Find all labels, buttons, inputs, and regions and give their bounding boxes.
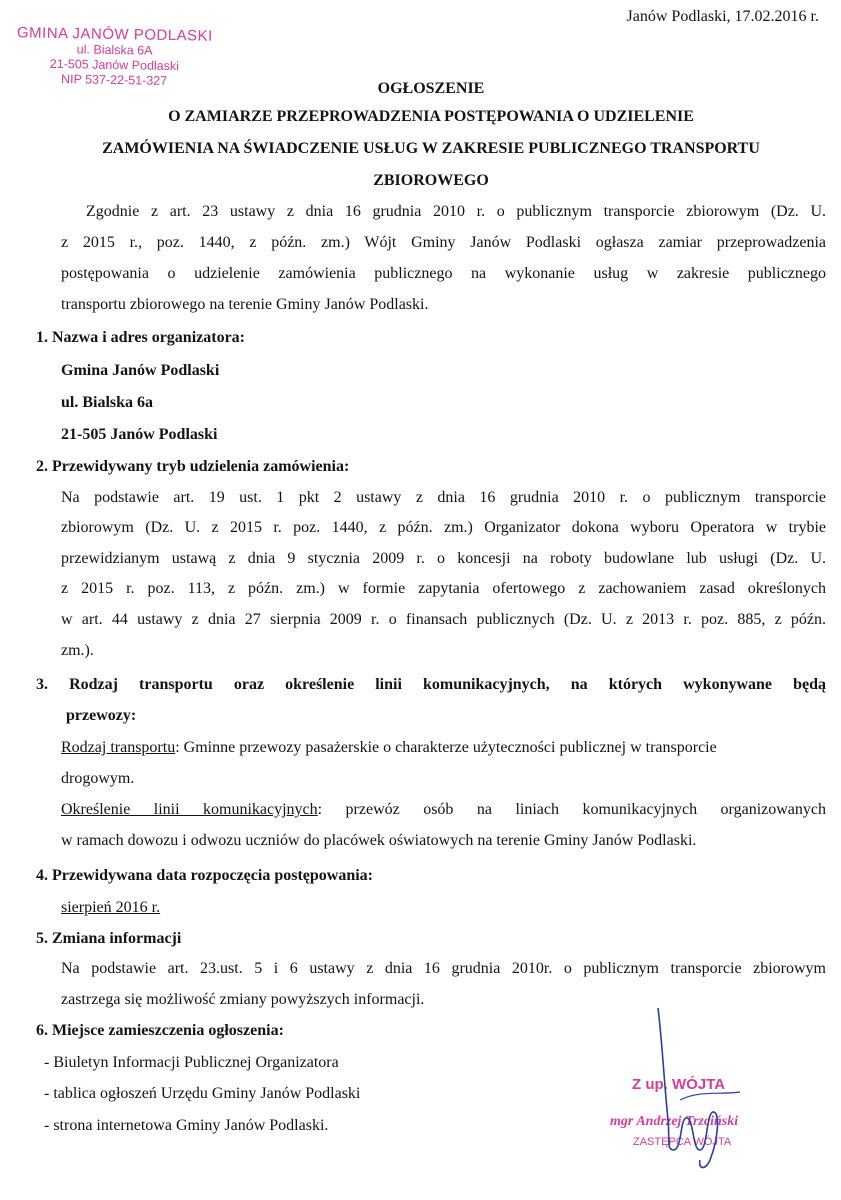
section-3-heading-line-2: przewozy: <box>66 707 137 724</box>
change-info-line-2: zastrzega się możliwość zmiany powyższych informacji. <box>61 991 425 1008</box>
procedure-line-2: zbiorowym (Dz. U. z 2015 r. poz. 1440, z późn. zm.) Organizator dokona wyboru Operatora w trybie <box>61 519 826 536</box>
section-1-heading: 1. Nazwa i adres organizatora: <box>36 329 245 346</box>
lines-definition-line-2: w ramach dowozu i odwozu uczniów do placówek oświatowych na terenie Gminy Janów Podlaski. <box>61 832 697 849</box>
organizer-street: ul. Bialska 6a <box>61 394 154 411</box>
section-6-heading: 6. Miejsce zamieszczenia ogłoszenia: <box>36 1022 284 1039</box>
publication-item: - Biuletyn Informacji Publicznej Organizatora <box>44 1054 339 1071</box>
stamp-line-1: GMINA JANÓW PODLASKI <box>16 24 213 45</box>
section-4-heading: 4. Przewidywana data rozpoczęcia postępowania: <box>36 867 373 884</box>
title-line-3: ZAMÓWIENIA NA ŚWIADCZENIE USŁUG W ZAKRESIE PUBLICZNEGO TRANSPORTU <box>102 140 760 157</box>
stamp-line-4: NIP 537-22-51-327 <box>60 72 168 88</box>
section-3-heading-line-1: 3. Rodzaj transportu oraz określenie linii komunikacyjnych, na których wykonywane będą <box>36 676 826 693</box>
section-2-heading: 2. Przewidywany tryb udzielenia zamówienia: <box>36 458 350 475</box>
procedure-line-1: Na podstawie art. 19 ust. 1 pkt 2 ustawy z dnia 16 grudnia 2010 r. o publicznym transporcie <box>61 489 826 506</box>
procedure-line-5: w art. 44 ustawy z dnia 27 sierpnia 2009 r. o finansach publicznych (Dz. U. z 2013 r. poz. 885, z późn. <box>61 611 826 628</box>
procedure-line-3: przewidzianym ustawą z dnia 9 stycznia 2009 r. o koncesji na roboty budowlane lub usługi (Dz. U. <box>61 550 826 567</box>
document-date: Janów Podlaski, 17.02.2016 r. <box>626 8 819 25</box>
stamp-line-2: ul. Bialska 6A <box>76 42 153 58</box>
signature-stamp-line-3: ZASTĘPCA WÓJTA <box>633 1136 732 1148</box>
procedure-line-4: z 2015 r. poz. 113, z późn. zm.) w formie zapytania ofertowego z zachowaniem zasad określonych <box>61 580 826 597</box>
lines-definition-text: : przewóz osób na liniach komunikacyjnych organizowanych <box>317 801 826 818</box>
intro-line-2: z 2015 r., poz. 1440, z późn. zm.) Wójt Gminy Janów Podlaski ogłasza zamiar przeprowadzenia <box>61 234 826 251</box>
intro-line-4: transportu zbiorowego na terenie Gminy Janów Podlaski. <box>61 296 429 313</box>
publication-item: - strona internetowa Gminy Janów Podlaski. <box>44 1117 329 1134</box>
intro-line-3: postępowania o udzielenie zamówienia publicznego na wykonanie usług w zakresie publicznego <box>61 265 826 282</box>
stamp-line-3: 21-505 Janów Podlaski <box>49 56 180 74</box>
intro-line-1: Zgodnie z art. 23 ustawy z dnia 16 grudnia 2010 r. o publicznym transporcie zbiorowym (Dz. U. <box>86 203 826 220</box>
lines-definition-line-1 <box>61 801 826 819</box>
signature-stamp-line-2: mgr Andrzej Trzciński <box>610 1114 739 1129</box>
organizer-city: 21-505 Janów Podlaski <box>61 426 218 443</box>
transport-type-text: : Gminne przewozy pasażerskie o charakterze użyteczności publicznej w transporcie <box>175 739 717 756</box>
transport-type-label: Rodzaj transportu <box>61 739 176 756</box>
title-line-4: ZBIOROWEGO <box>373 172 489 189</box>
handwritten-signature <box>640 1000 760 1180</box>
signature-stamp-line-1: Z up. WÓJTA <box>632 1076 726 1093</box>
transport-type-line-1 <box>61 739 717 757</box>
organizer-name: Gmina Janów Podlaski <box>61 362 220 379</box>
lines-definition-label: Określenie linii komunikacyjnych <box>61 801 318 818</box>
transport-type-line-2: drogowym. <box>61 770 135 787</box>
title-line-2: O ZAMIARZE PRZEPROWADZENIA POSTĘPOWANIA O UDZIELENIE <box>168 108 694 125</box>
section-5-heading: 5. Zmiana informacji <box>36 930 182 947</box>
title-line-1: OGŁOSZENIE <box>377 80 485 97</box>
publication-item: - tablica ogłoszeń Urzędu Gminy Janów Podlaski <box>44 1085 361 1102</box>
procedure-line-6: zm.). <box>61 642 94 659</box>
change-info-line-1: Na podstawie art. 23.ust. 5 i 6 ustawy z dnia 16 grudnia 2010r. o publicznym transporcie zbiorowym <box>61 960 826 977</box>
start-date-value: sierpień 2016 r. <box>61 899 161 916</box>
